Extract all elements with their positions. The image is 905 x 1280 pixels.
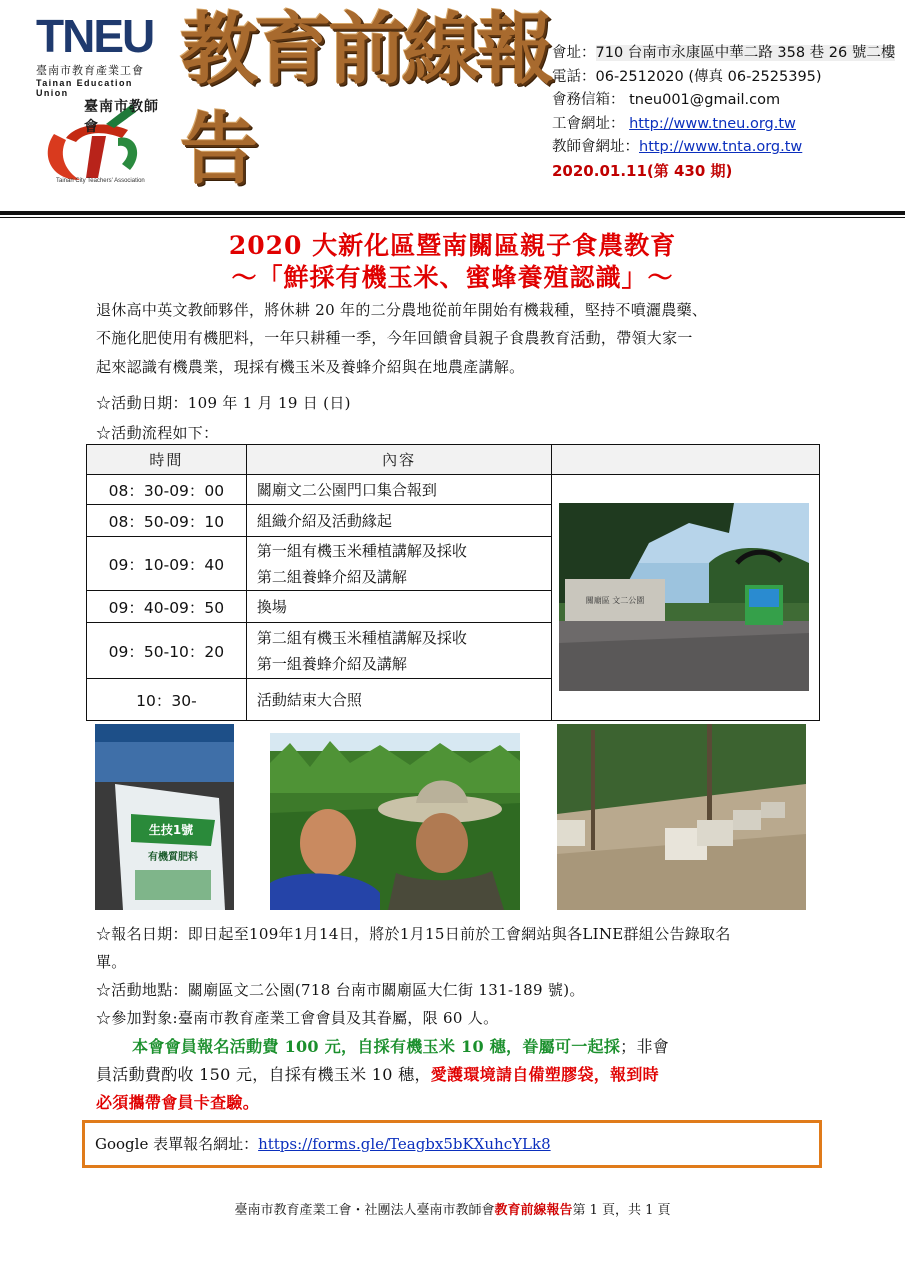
union-logo-block — [36, 10, 166, 184]
schedule-content-line: 第一組養蜂介紹及講解 — [256, 654, 407, 673]
page-footer — [0, 1199, 905, 1218]
fee-member-text: 本會會員報名活動費 100 元，自採有機玉米 10 穗，眷屬可一起採 — [132, 1037, 621, 1056]
park-sign-text: 關廟區 文二公園 — [586, 596, 645, 605]
schedule-header-row — [87, 445, 820, 475]
schedule-content-line: 第二組養蜂介紹及講解 — [256, 567, 407, 586]
phone-line: 電話：06-2512020 (傳真 06-2525395) — [552, 68, 822, 85]
address-value: 710 台南市永康區中華二路 358 巷 26 號二樓 — [595, 45, 896, 61]
masthead — [180, 4, 551, 195]
signup-line-1: ☆報名日期：即日起至109年1月14日，將於1月15日前於工會網站與各LINE群組公告錄取名 — [96, 925, 731, 943]
schedule-header-photo — [552, 445, 820, 475]
tta-site-label: 教師會網址： — [552, 139, 639, 155]
schedule-time: 09：10-09：40 — [87, 537, 247, 591]
article-subtitle: ～「鮮採有機玉米、蜜蜂養殖認識」～ — [231, 263, 674, 292]
schedule-content-line: 活動結束大合照 — [256, 690, 362, 709]
schedule-time: 08：50-09：10 — [87, 505, 247, 537]
fee-line-3 — [96, 1089, 816, 1117]
intro-line-1: 退休高中英文教師夥伴，將休耕 20 年的二分農地從前年開始有機栽種，堅持不噴灑農藥、 — [96, 301, 708, 319]
contact-info — [552, 42, 897, 183]
fertilizer-bag-photo — [95, 724, 234, 910]
schedule-content-line: 換場 — [256, 597, 287, 616]
issue-date: 2020.01.11(第 430 期) — [552, 161, 733, 180]
schedule-content-line: 第二組有機玉米種植講解及採收 — [256, 628, 467, 647]
signup-form-box — [82, 1120, 822, 1168]
union-site-line — [552, 113, 897, 137]
email-line: 會務信箱： tneu001@gmail.com — [552, 92, 781, 108]
union-name-en: Tainan Education Union — [36, 78, 133, 98]
fee-nonmember-text-1: ；非會 — [620, 1037, 670, 1056]
event-audience: ☆參加對象:臺南市教育產業工會會員及其眷屬，限 60 人。 — [96, 1009, 499, 1027]
schedule-time: 09：50-10：20 — [87, 623, 247, 679]
schedule-content — [246, 505, 552, 537]
park-entrance-photo — [559, 503, 809, 691]
union-site-link[interactable]: http://www.tneu.org.tw — [629, 115, 796, 132]
fee-nonmember-text-2: 員活動費酌收 150 元，自採有機玉米 10 穗， — [96, 1065, 431, 1084]
schedule-time: 08：30-09：00 — [87, 475, 247, 505]
schedule-header-content: 內容 — [246, 445, 552, 475]
form-link[interactable]: https://forms.gle/Teagbx5bKXuhcYLk8 — [258, 1135, 551, 1153]
event-flow-label: ☆活動流程如下： — [96, 424, 219, 442]
corn-field-selfie-photo — [270, 733, 520, 910]
teachers-association-name-en: Tainan City Teachers' Association — [56, 178, 145, 184]
schedule-table — [86, 444, 820, 721]
header-divider-thin — [0, 217, 905, 218]
fertilizer-brand-text: 生技1號 — [148, 823, 194, 837]
schedule-content — [246, 623, 552, 679]
schedule-content — [246, 537, 552, 591]
address-line — [552, 42, 897, 66]
tta-site-link[interactable]: http://www.tnta.org.tw — [639, 139, 803, 155]
tta-site-line — [552, 136, 897, 160]
schedule-content-line: 關廟文二公園門口集合報到 — [256, 480, 437, 499]
beehives-photo — [557, 724, 806, 910]
schedule-content — [246, 591, 552, 623]
schedule-time: 09：40-09：50 — [87, 591, 247, 623]
form-label: Google 表單報名網址： — [95, 1135, 259, 1153]
intro-line-2: 不施化肥使用有機肥料，一年只耕種一季，今年回饋會員親子食農教育活動，帶領大家一 — [96, 329, 693, 347]
schedule-header-time: 時間 — [87, 445, 247, 475]
tneu-logo: TNEU — [36, 10, 154, 62]
schedule-content-line: 第一組有機玉米種植講解及採收 — [256, 541, 467, 560]
fee-line-2 — [96, 1061, 816, 1089]
union-name-cn: 臺南市教育產業工會 — [36, 64, 144, 77]
masthead-title: 教育前線報告 — [180, 4, 551, 195]
fee-notice-text-1: 愛護環境請自備塑膠袋，報到時 — [430, 1065, 659, 1084]
footer-page: 第 1 頁，共 1 頁 — [572, 1203, 671, 1218]
union-site-label: 工會網址： — [552, 115, 630, 132]
fee-notice-text-2: 必須攜帶會員卡查驗。 — [96, 1093, 260, 1112]
schedule-content-line: 組織介紹及活動緣起 — [256, 511, 392, 530]
signup-line-2: 單。 — [96, 953, 127, 971]
event-location: ☆活動地點：關廟區文二公園(718 台南市關廟區大仁街 131-189 號)。 — [96, 981, 585, 999]
schedule-time: 10：30- — [87, 679, 247, 721]
address-label: 會址： — [552, 45, 596, 61]
footer-brand: 教育前線報告 — [494, 1203, 573, 1218]
park-photo-cell — [552, 475, 820, 721]
teachers-association-name: 臺南市教師會 — [84, 99, 159, 135]
schedule-content — [246, 679, 552, 721]
event-date: ☆活動日期：109 年 1 月 19 日 (日) — [96, 394, 351, 412]
header-divider — [0, 211, 905, 215]
schedule-content — [246, 475, 552, 505]
article-title: 2020 大新化區暨南關區親子食農教育 — [228, 231, 677, 260]
fee-line-1 — [96, 1033, 816, 1061]
fertilizer-label-text: 有機質肥料 — [148, 852, 198, 863]
table-row — [87, 475, 820, 505]
footer-org: 臺南市教育產業工會・社團法人臺南市教師會 — [234, 1203, 495, 1218]
intro-line-3: 起來認識有機農業，現採有機玉米及養蜂介紹與在地農產講解。 — [96, 358, 525, 376]
